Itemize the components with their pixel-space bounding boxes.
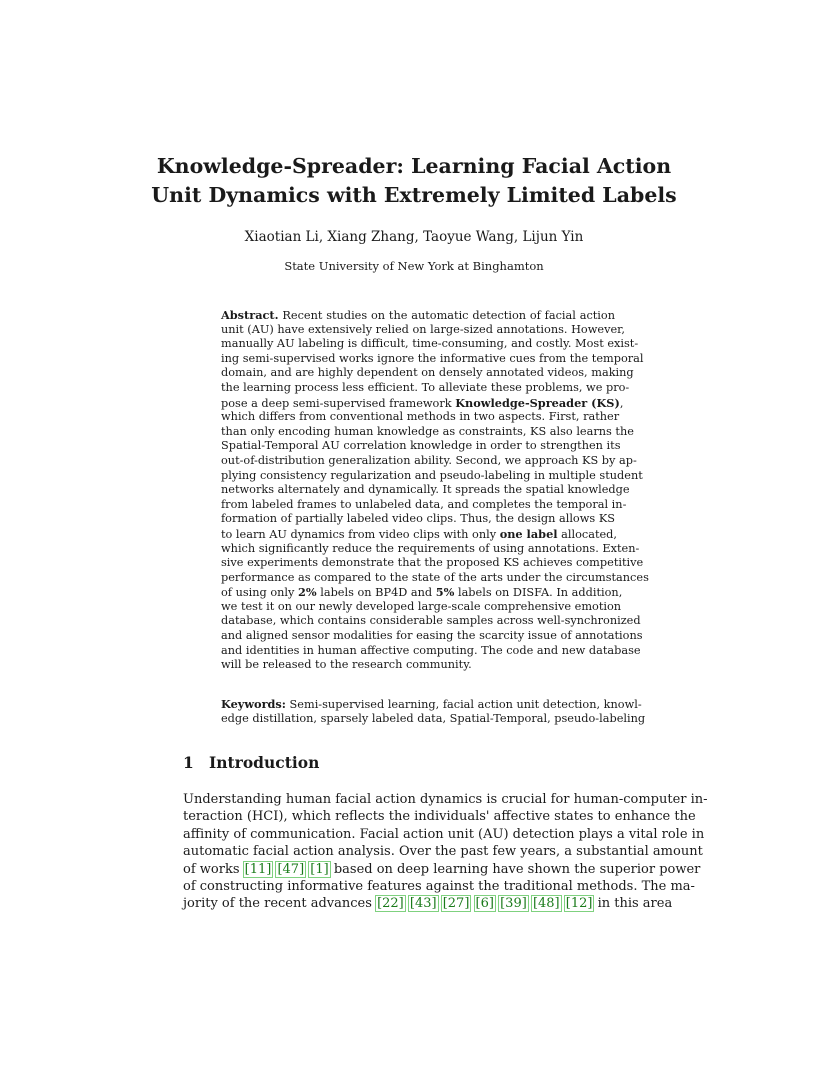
citation-link[interactable]: [43] [409,896,437,912]
body-line: teraction (HCI), which reflects the individuals' affective states to enhance the [183,809,696,825]
body-line [183,895,673,912]
citation-link[interactable]: [11] [244,861,272,877]
abstract-text: of using only [221,586,299,600]
abstract [221,308,649,673]
framework-name: Knowledge-Spreader (KS) [455,395,620,410]
abstract-line: and aligned sensor modalities for easing the scarcity issue of annotations [221,629,643,643]
abstract-line: which significantly reduce the requirements of using annotations. Exten- [221,541,640,555]
abstract-line: domain, and are highly dependent on densely annotated videos, making [221,366,634,380]
abstract-line: Spatial-Temporal AU correlation knowledge in order to strengthen its [221,439,621,453]
abstract-line: which differs from conventional methods in two aspects. First, rather [221,410,620,424]
abstract-text: allocated, [557,527,618,541]
section-heading [183,752,319,774]
abstract-line: out-of-distribution generalization ability. Second, we approach KS by ap- [221,453,637,467]
abstract-line: plying consistency regularization and pseudo-labeling in multiple student [221,468,643,482]
abstract-line: performance as compared to the state of the arts under the circumstances [221,570,649,584]
abstract-line [221,526,618,542]
abstract-text: Recent studies on the automatic detection of facial action [278,309,615,322]
abstract-line [221,585,623,600]
author-list: Xiaotian Li, Xiang Zhang, Taoyue Wang, Lijun Yin [244,229,584,245]
citation-link[interactable]: [1] [310,861,329,877]
body-text: jority of the recent advances [183,896,377,912]
abstract-line: database, which contains considerable samples across well-synchronized [221,614,641,628]
abstract-line [221,395,624,411]
keywords-text: Semi-supervised learning, facial action unit detection, knowl- [285,698,642,711]
abstract-line: and identities in human affective computing. The code and new database [221,643,641,657]
abstract-line: formation of partially labeled video clips. Thus, the design allows KS [221,512,615,526]
title-line: Unit Dynamics with Extremely Limited Labels [151,183,677,207]
body-line: affinity of communication. Facial action unit (AU) detection plays a vital role in [183,826,705,842]
emphasis-percent: 2% [298,585,317,600]
abstract-text: to learn AU dynamics from video clips with only [221,527,500,541]
abstract-line [221,308,615,323]
section-number: 1 [183,753,194,772]
introduction-body [183,791,708,913]
body-line: automatic facial action analysis. Over the past few years, a substantial amount [183,844,703,860]
abstract-text: labels on DISFA. In addition, [454,586,623,600]
abstract-line: than only encoding human knowledge as constraints, KS also learns the [221,424,634,438]
citation-link[interactable]: [39] [500,896,527,912]
emphasis-one-label: one label [499,526,558,541]
abstract-line: from labeled frames to unlabeled data, and completes the temporal in- [221,497,627,511]
abstract-line: ing semi-supervised works ignore the informative cues from the temporal [221,351,644,365]
title-line: Knowledge-Spreader: Learning Facial Action [156,154,672,178]
body-line: of constructing informative features against the traditional methods. The ma- [183,878,695,894]
abstract-line: unit (AU) have extensively relied on large-sized annotations. However, [221,322,625,336]
abstract-text: labels on BP4D and [316,586,436,600]
paper-title [150,152,678,210]
abstract-line: networks alternately and dynamically. It spreads the spatial knowledge [221,483,630,497]
keywords-line: edge distillation, sparsely labeled data, Spatial-Temporal, pseudo-labeling [221,711,646,725]
affiliation: State University of New York at Binghamton [284,259,544,273]
keywords-line [221,697,642,712]
keywords [221,697,646,726]
emphasis-percent: 5% [435,585,455,600]
abstract-line: we test it on our newly developed large-scale comprehensive emotion [221,599,622,613]
section-title: Introduction [209,753,320,772]
body-line: Understanding human facial action dynamics is crucial for human-computer in- [183,792,708,807]
body-text: in this area [593,896,673,912]
abstract-text: pose a deep semi-supervised framework [221,396,456,410]
abstract-label: Abstract. [221,308,279,322]
citation-link[interactable]: [12] [565,896,593,912]
citation-link[interactable]: [6] [475,896,494,912]
abstract-line: the learning process less efficient. To alleviate these problems, we pro- [221,380,630,394]
citation-link[interactable]: [47] [277,861,305,877]
body-text: of works [183,861,244,877]
body-text: based on deep learning have shown the superior power [329,861,701,877]
citation-link[interactable]: [48] [532,896,560,912]
abstract-line: will be released to the research community. [221,658,472,672]
abstract-text: , [619,396,624,410]
citation-link[interactable]: [27] [442,896,470,912]
keywords-label: Keywords: [221,697,286,711]
body-line [183,861,701,878]
abstract-line: manually AU labeling is difficult, time-consuming, and costly. Most exist- [221,337,639,351]
abstract-line: sive experiments demonstrate that the proposed KS achieves competitive [221,556,644,570]
citation-link[interactable]: [22] [377,896,404,912]
